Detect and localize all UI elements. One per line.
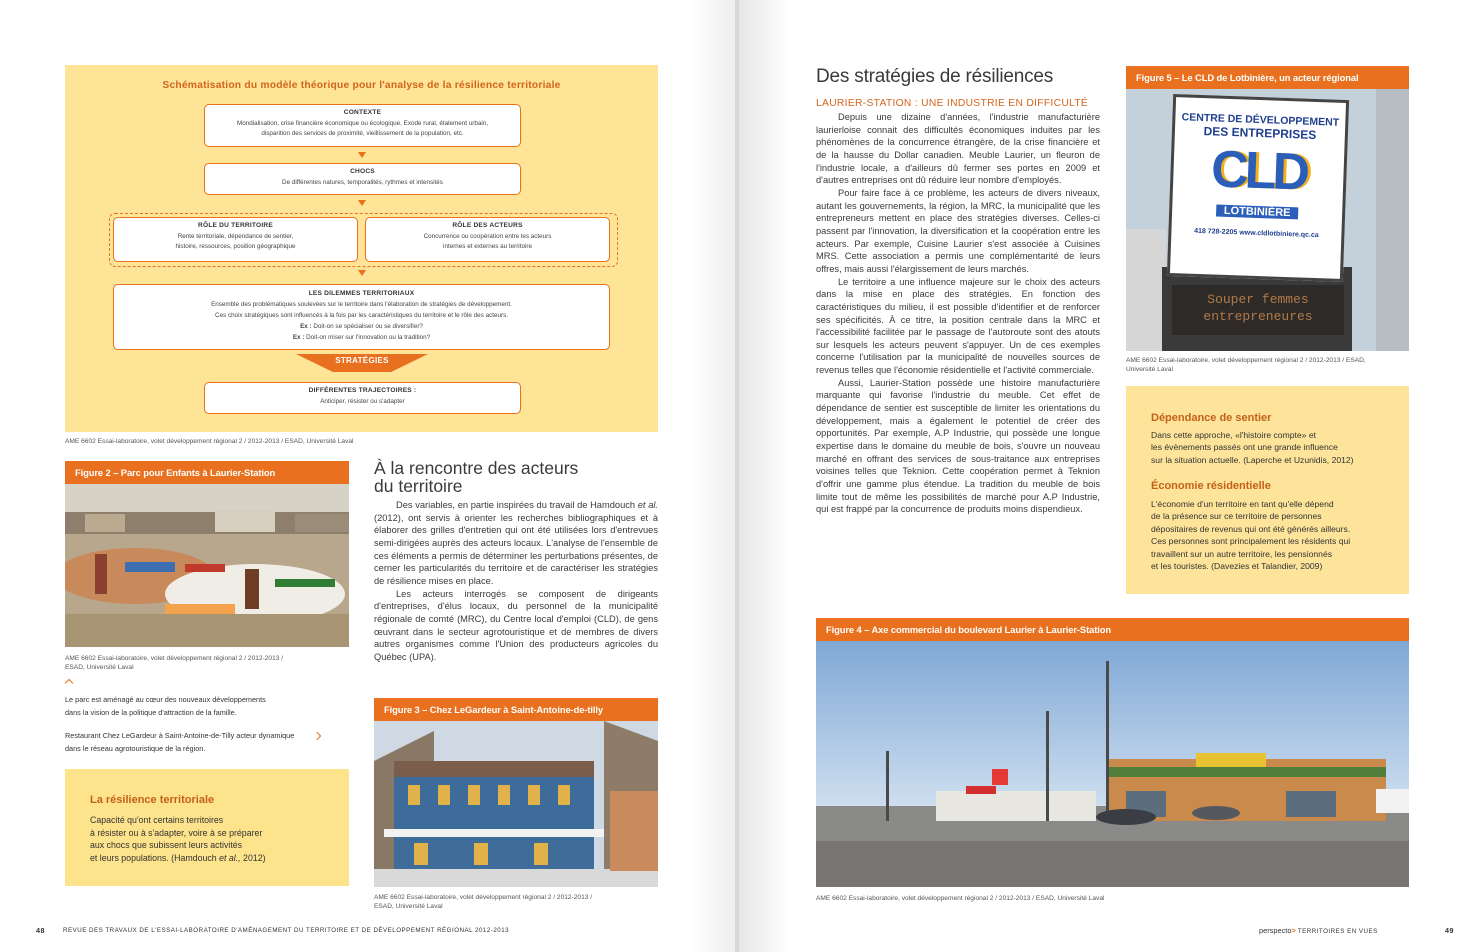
caption-line: AME 6602 Essai-laboratoire, volet développement régional 2 / 2012-2013 / [65, 655, 284, 662]
article-paragraph: Les acteurs interrogés se composent de dirigeants d'entreprises, d'élus locaux, du personnel de la municipalité régionale de comté (MRC), du Centre local d'emploi (CLD), de gens œuvrant dans le secteur agrotouristique et de membres de divers autres organismes comme l'Union des producteurs agricoles du Québec (UPA). [374, 588, 658, 662]
section-text: TERRITOIRES EN VUES [1297, 928, 1378, 935]
caption-line: AME 6602 Essai-laboratoire, volet développement régional 2 / 2012-2013 / [374, 894, 593, 901]
diagram-caption: AME 6602 Essai-laboratoire, volet développement régional 2 / 2012-2013 / ESAD, Université Laval [65, 438, 354, 445]
role-acteurs-title: RÔLE DES ACTEURS [452, 222, 523, 229]
sidebar-line: L'économie d'un territoire en tant qu'elle dépend [1151, 499, 1334, 509]
left-footer-text: REVUE DES TRAVAUX DE L'ESSAI-LABORATOIRE D'AMÉNAGEMENT DU TERRITOIRE ET DE DÉVELOPPEMENT RÉGIONAL 2012-2013 [63, 927, 510, 934]
diagram-box-chocs [204, 163, 521, 195]
role-territoire-line: Rente territoriale, dépendance de sentier, [177, 232, 294, 240]
box-line: Capacité qu'ont certains territoires [90, 815, 224, 825]
brand-arrow: > [1291, 926, 1296, 935]
article-paragraph: Pour faire face à ce problème, les acteurs de divers niveaux, autant les gouvernements, la région, la MRC, la municipalité que les entrepreneurs mettent en place des stratégies diverses. Celles-ci passent par l'innovation, la diversification et la coopération entre les acteurs. Par exemple, Cuisine Laurier s'est associée à Cuisines MRS. Cette association a permis une complémentarité de leurs offres, mais aussi l'élargissement de leurs marchés. [816, 187, 1100, 274]
caption-line: ESAD, Université Laval [374, 903, 443, 910]
sidebar-line: Ces personnes sont principalement les résidents qui [1151, 536, 1351, 547]
photo-note-restaurant [65, 730, 294, 755]
sidebar-line: Dans cette approche, «l'histoire compte» et [1151, 430, 1317, 440]
diagram-box-role-acteurs [365, 217, 610, 262]
figure4-caption: AME 6602 Essai-laboratoire, volet développement régional 2 / 2012-2013 / ESAD, Université Laval [816, 895, 1105, 902]
chocs-title: CHOCS [350, 168, 375, 175]
sign-phone: 418 728-2205 [1193, 227, 1238, 237]
contexte-line: Mondialisation, crise financière économique ou écologique, Exode rural, étalement urbain, [237, 119, 488, 127]
caption-line: Université Laval [1126, 366, 1173, 373]
figure2-caption [65, 654, 283, 672]
example-text: Doit-on se spécialiser ou se diversifier? [313, 323, 423, 330]
sidebar-text-economie [1151, 498, 1350, 572]
example-text: Doit-on miser sur l'innovation ou la tradition? [306, 334, 431, 341]
note-line: Le parc est aménagé au cœur des nouveaux développements [65, 695, 266, 704]
role-acteurs-line: internes et externes au territoire [443, 243, 532, 250]
chevron-up-icon [65, 679, 73, 687]
down-arrow-icon [358, 152, 366, 158]
sign-web: www.cldlotbiniere.qc.ca [1239, 229, 1319, 240]
article-body [374, 499, 658, 664]
article-paragraph [374, 499, 658, 588]
contexte-line: disparition des services de proximité, vieillissement de la population, etc. [261, 130, 464, 137]
figure5-caption [1126, 356, 1366, 374]
caption-line: AME 6602 Essai-laboratoire, volet développement régional 2 / 2012-2013 / ESAD, [1126, 357, 1366, 364]
figure4-boulevard-photo [816, 641, 1409, 887]
role-territoire-title: RÔLE DU TERRITOIRE [198, 222, 273, 229]
led-line: Souper femmes [1207, 292, 1309, 307]
cld-logo: CLD [1210, 140, 1308, 202]
down-arrow-icon [358, 270, 366, 276]
led-line: entrepreneures [1203, 309, 1313, 324]
diagram-box-dilemmes [113, 284, 610, 350]
box-line: aux chocs que subissent leurs activités [90, 840, 243, 851]
dilemmes-line: Ces choix stratégiques sont influencés à la fois par les caractéristiques du territoire et le rôle des acteurs. [215, 312, 508, 319]
figure3-title: Figure 3 – Chez LeGardeur à Saint-Antoine-de-tilly [374, 698, 658, 721]
figure2-title: Figure 2 – Parc pour Enfants à Laurier-Station [65, 461, 349, 484]
figure4-title: Figure 4 – Axe commercial du boulevard Laurier à Laurier-Station [816, 618, 1409, 641]
note-line: dans le réseau agrotouristique de la région. [65, 743, 206, 753]
sidebar-title-dependance: Dépendance de sentier [1151, 412, 1272, 424]
dilemmes-title: LES DILEMMES TERRITORIAUX [308, 290, 415, 297]
left-page [0, 0, 735, 952]
dilemmes-example [114, 332, 609, 343]
example-label: Ex : [300, 323, 312, 330]
figure2-park-photo [65, 484, 349, 647]
park-photo-image [65, 484, 349, 647]
chocs-text: De différentes natures, temporalités, rythmes et intensités [282, 178, 443, 186]
text-em: et al. [637, 500, 659, 510]
heading-line: À la rencontre des acteurs [374, 458, 579, 478]
sidebar-line: et les touristes. (Davezies et Talandier, 2009) [1151, 561, 1323, 572]
article-heading [374, 459, 578, 495]
dilemmes-line: Ensemble des problématiques soulevées sur le territoire dans l'élaboration de stratégies de développement. [211, 301, 512, 308]
box-line: à résister ou à s'adapter, voire à se préparer [90, 827, 263, 838]
figure3-house-photo [374, 721, 658, 887]
sidebar-line: travaillent sur un autre territoire, les pensionnés [1151, 548, 1333, 559]
box-text: et leurs populations. (Hamdouch [90, 852, 220, 863]
box-line [90, 852, 266, 865]
note-line: dans la vision de la politique d'attraction de la famille. [65, 707, 237, 717]
sidebar-line: de la présence sur ce territoire de personnes [1151, 511, 1322, 522]
box-text: 2012) [240, 852, 266, 863]
cld-sign-board [1167, 94, 1349, 282]
sidebar-text-dependance [1151, 429, 1354, 466]
sidebar-line: les évènements passés ont une grande influence [1151, 442, 1338, 453]
boulevard-photo-image [816, 641, 1409, 887]
right-article-body [816, 111, 1100, 516]
resilience-model-diagram [65, 65, 658, 432]
sidebar-title-economie: Économie résidentielle [1151, 480, 1271, 492]
sign-text: DES ENTREPRISES [1203, 124, 1317, 142]
article-paragraph: Le territoire a une influence majeure sur le choix des acteurs dans la mise en place des stratégies. En fonction des caractéristiques du milieu, il est possible d'identifier et de renforcer ses spécificités. À ce titre, la position centrale dans la MRC et l'accessibilité facilitée par le passage de l'autoroute sont des atouts sur lesquels les acteurs peuvent s'appuyer. Un de ces exemples concerne l'utilisation par la municipalité de nouvelles sources de revenus telles que l'économie résidentielle et l'activité commerciale. [816, 276, 1100, 376]
trajectoires-text: Anticiper, résister ou s'adapter [320, 397, 405, 405]
role-territoire-line: histoire, ressources, position géographique [175, 243, 296, 250]
box-text-em: et al., [219, 852, 241, 863]
sidebar-line: dépositaires de revenus qui ont été générés ailleurs. [1151, 523, 1351, 534]
photo-note-park [65, 694, 266, 719]
right-page-number: 49 [1445, 926, 1454, 935]
resilience-definition-box [65, 769, 349, 886]
house-photo-image [374, 721, 658, 887]
trajectoires-title: DIFFÉRENTES TRAJECTOIRES : [308, 387, 417, 394]
right-subheading: LAURIER-STATION : UNE INDUSTRIE EN DIFFICULTÉ [816, 98, 1089, 109]
diagram-box-trajectoires [204, 382, 521, 414]
right-page [739, 0, 1474, 952]
resilience-box-text [90, 814, 266, 864]
sidebar-line: sur la situation actuelle. (Laperche et Uzunidis, 2012) [1151, 454, 1354, 465]
diagram-title: Schématisation du modèle théorique pour l'analyse de la résilience territoriale [162, 80, 561, 91]
down-arrow-icon [358, 200, 366, 206]
role-acteurs-line: Concurrence ou coopération entre les acteurs [423, 232, 552, 240]
article-paragraph: Aussi, Laurier-Station possède une histoire manufacturière marquante qui favorise l'industrie du meuble. Cet effet de dépendance de sentier est susceptible de limiter les orientations du développement, mais a également le potentiel de créer des opportunités. Par exemple, A.P Industrie, qui possède une longue expertise dans le domaine du meuble de bois, s'ouvre un nouveau marché en offrant des services de sous-traitance aux entreprises voisines telles que Teknion. Cette coopération permet à Teknion d'offrir une gamme plus étendue. La tradition du meuble de bois limite tout de même les possibilités de marché pour A.P Industrie, qui est frappé par la concurrence de produits moins dispendieux. [816, 377, 1100, 515]
note-line: Restaurant Chez LeGardeur à Saint-Antoine-de-Tilly acteur dynamique [65, 731, 295, 740]
right-footer-brand [1259, 926, 1378, 935]
diagram-box-role-territoire [113, 217, 358, 262]
diagram-box-contexte [204, 104, 521, 147]
sign-text: LOTBINIÈRE [1216, 205, 1299, 220]
text: Des variables, en partie inspirées du travail de Hamdouch [396, 500, 638, 510]
led-display [1172, 285, 1344, 335]
chevron-right-icon [313, 732, 321, 740]
text: (2012), ont servis à orienter les recherches bibliographiques et à élaborer des grilles d'entretien qui ont été utilisées lors d'entrevues semi-dirigées auprès des acteurs locaux. L'analyse de l'ensemble de ces éléments a permis de déterminer les perturbations présentes, de cerner les particularités du territoire et de caractériser les stratégies de résilience mises en place. [374, 512, 658, 586]
example-label: Ex : [292, 334, 305, 341]
sign-contact [1171, 227, 1341, 240]
figure5-cld-sign-photo [1126, 89, 1409, 351]
figure3-caption [374, 893, 592, 911]
article-paragraph: Depuis une dizaine d'années, l'industrie manufacturière laurierloise connait des difficultés économiques induites par les phénomènes de la concurrence étrangère, de la crise financière et de la hausse du Dollar canadien. Meuble Laurier, un fleuron de l'industrie locale, a d'ailleurs dû fermer ses portes en 2009 et d'autres entreprises ont dû réduire leur nombre d'employés. [816, 112, 1100, 186]
definitions-sidebar [1126, 386, 1409, 594]
caption-line: ESAD, Université Laval [65, 664, 134, 671]
brand-text: perspecto [1259, 926, 1292, 935]
left-page-number: 48 [36, 926, 45, 935]
contexte-title: CONTEXTE [343, 109, 382, 116]
heading-line: du territoire [374, 476, 463, 496]
right-heading: Des stratégies de résiliences [816, 66, 1054, 87]
dilemmes-example [114, 321, 609, 332]
figure5-title: Figure 5 – Le CLD de Lotbinière, un acteur régional [1126, 66, 1409, 89]
sign-text: CENTRE DE DÉVELOPPEMENT [1181, 111, 1340, 129]
resilience-box-title: La résilience territoriale [90, 794, 215, 806]
strategies-label: STRATÉGIES [335, 356, 389, 365]
